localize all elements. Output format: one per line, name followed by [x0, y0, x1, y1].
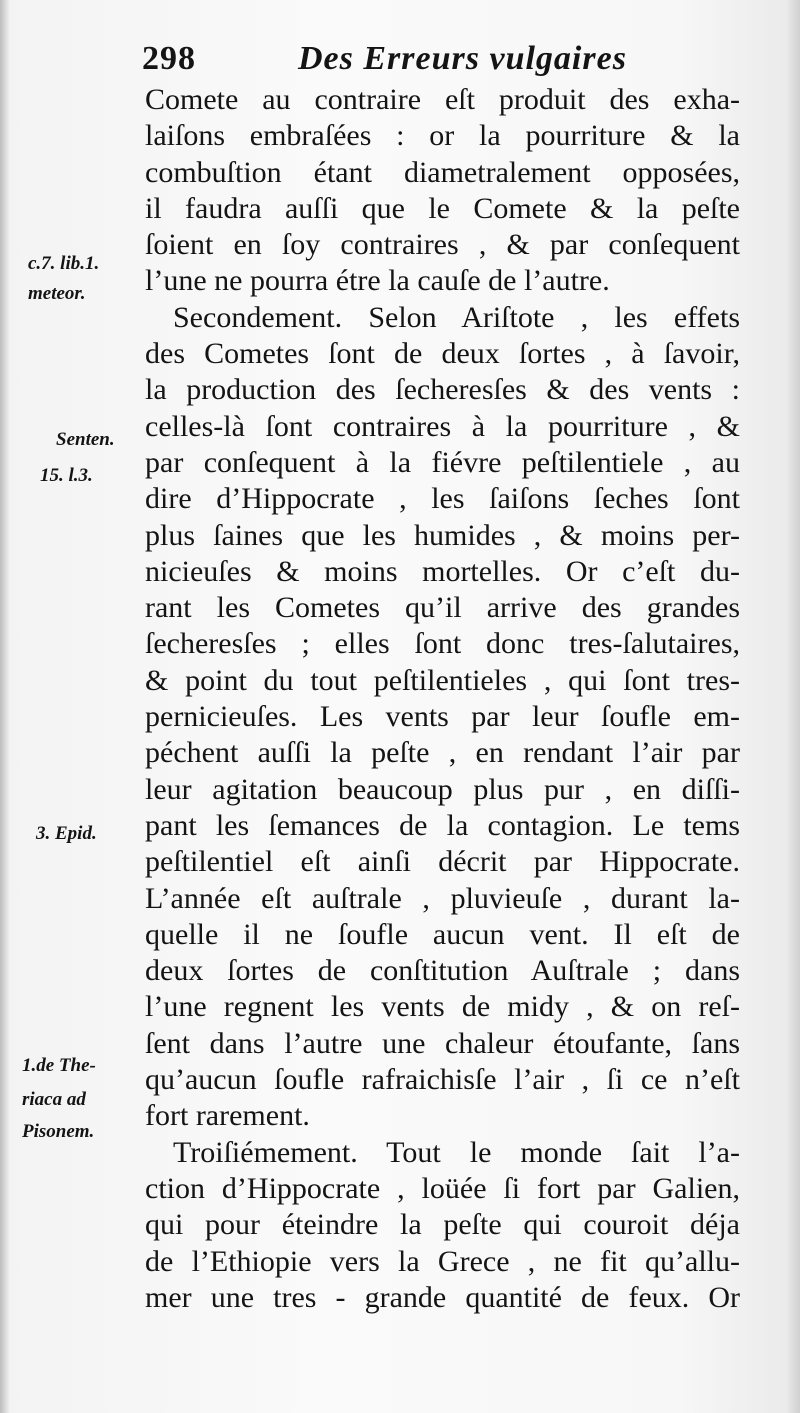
text-line: Troiſiémement. Tout le monde ſait l’a- — [173, 1135, 740, 1169]
page-number: 298 — [142, 40, 196, 77]
text-line: qu’aucun ſoufle rafraichisſe l’air , ſi ce n’eſt — [145, 1063, 740, 1097]
margin-note — [36, 822, 97, 846]
margin-note-line: c.7. lib.1. — [28, 253, 100, 274]
text-line: péchent auſſi la peſte , en rendant l’air par — [145, 736, 740, 770]
text-line: mer une tres - grande quantité de feux. Or — [145, 1280, 740, 1314]
text-line: il faudra auſſi que le Comete & la peſte — [145, 191, 740, 225]
text-line: dire d’Hippocrate , les ſaiſons ſeches ſont — [145, 482, 740, 516]
text-line: L’année eſt auſtrale , pluvieuſe , durant la- — [145, 881, 740, 915]
margin-note — [22, 1054, 96, 1144]
text-line: la production des ſecheresſes & des vents : — [145, 373, 740, 407]
text-line: ſecheresſes ; elles ſont donc tres-ſalutaires, — [145, 627, 740, 661]
text-line: pant les ſemances de la contagion. Le tems — [145, 808, 740, 842]
text-line: des Cometes ſont de deux ſortes , à ſavoir, — [145, 337, 740, 371]
text-line: combuſtion étant diametralement opposées, — [145, 155, 740, 189]
margin-note-line: 1.de The- — [22, 1055, 96, 1076]
text-line: ſent dans l’autre une chaleur étoufante, ſans — [145, 1026, 740, 1060]
text-line: de l’Ethiopie vers la Grece , ne fit qu’allu- — [145, 1244, 740, 1278]
margin-note-line: Pisonem. — [22, 1121, 95, 1142]
text-line: l’une regnent les vents de midy , & on reſ- — [145, 990, 740, 1024]
text-line: celles-là ſont contraires à la pourriture , & — [145, 409, 740, 443]
text-line: plus ſaines que les humides , & moins per- — [145, 518, 740, 552]
text-line: quelle il ne ſoufle aucun vent. Il eſt de — [145, 917, 740, 951]
text-line: laiſons embraſées : or la pourriture & la — [145, 119, 740, 153]
body-text — [145, 82, 740, 1316]
text-line: l’une ne pourra étre la cauſe de l’autre. — [145, 264, 610, 298]
text-line: deux ſortes de conſtitution Auſtrale ; dans — [145, 954, 740, 988]
margin-note-line: 3. Epid. — [36, 823, 97, 844]
text-line: leur agitation beaucoup plus pur , en diſſi- — [145, 772, 740, 806]
margin-notes — [0, 0, 140, 1413]
running-title: Des Erreurs vulgaires — [298, 40, 627, 77]
margin-note-line: 15. l.3. — [40, 465, 93, 486]
text-line: pernicieuſes. Les vents par leur ſoufle em- — [145, 700, 740, 734]
margin-note-line: Senten. — [56, 429, 115, 450]
text-line: nicieuſes & moins mortelles. Or c’eſt du- — [145, 554, 740, 588]
text-line: ction d’Hippocrate , loüée ſi fort par Galien, — [145, 1171, 740, 1205]
margin-note-line: meteor. — [28, 283, 86, 304]
text-line: qui pour éteindre la peſte qui couroit déja — [145, 1208, 740, 1242]
text-line: par conſequent à la fiévre peſtilentiele , au — [145, 445, 740, 479]
margin-note — [28, 252, 99, 306]
text-line: Comete au contraire eſt produit des exha- — [145, 83, 740, 116]
margin-note — [40, 428, 115, 488]
text-line: & point du tout peſtilentieles , qui ſont tres- — [145, 663, 740, 697]
margin-note-line: riaca ad — [22, 1089, 86, 1110]
text-line: ſoient en ſoy contraires , & par conſequent — [145, 228, 740, 262]
text-line: Secondement. Selon Ariſtote , les effets — [173, 300, 740, 334]
text-line: peſtilentiel eſt ainſi décrit par Hippocrate. — [145, 845, 740, 879]
text-line: fort rarement. — [145, 1099, 310, 1133]
page-header — [140, 40, 740, 84]
text-line: rant les Cometes qu’il arrive des grandes — [145, 591, 740, 625]
